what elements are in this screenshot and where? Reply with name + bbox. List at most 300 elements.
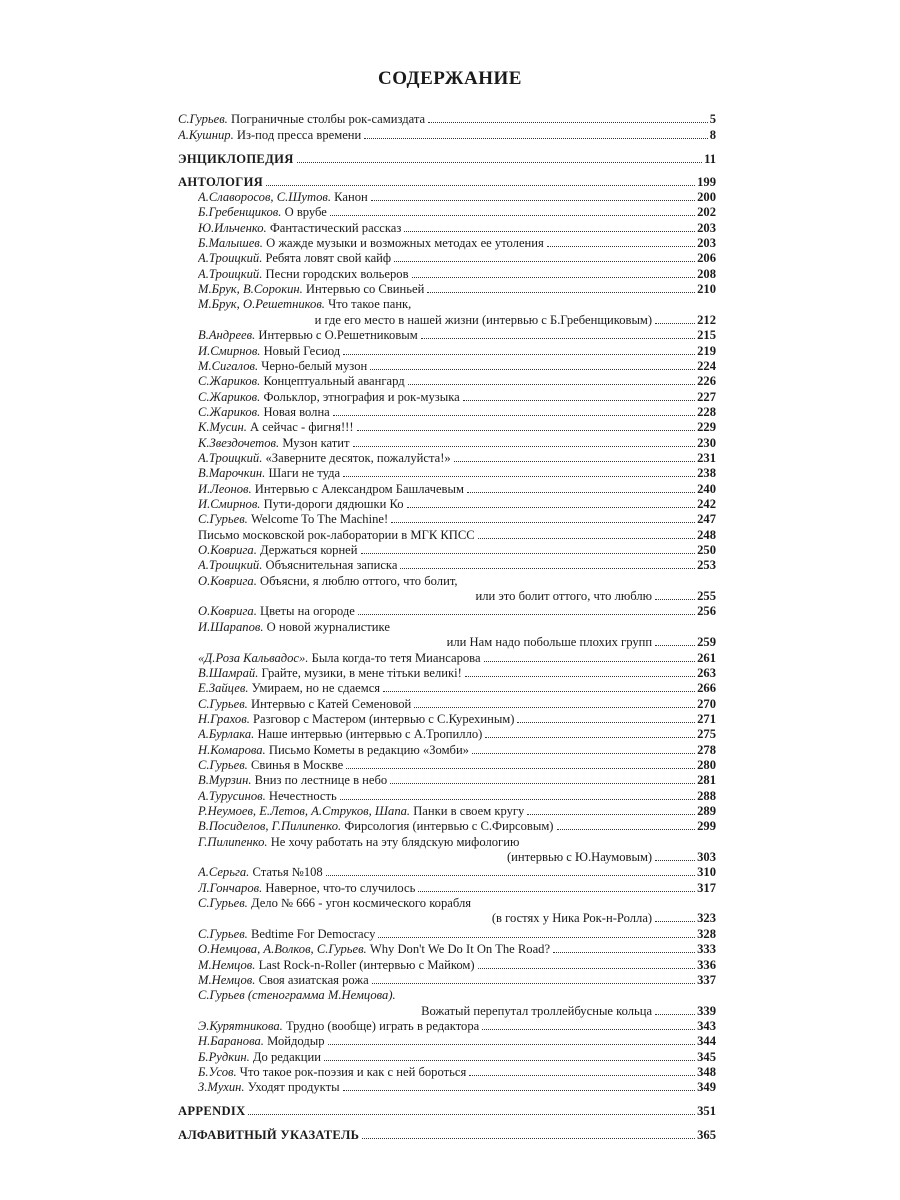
page-number: 11 <box>704 152 716 166</box>
page-number: 5 <box>709 112 716 126</box>
page-number: 248 <box>697 527 716 542</box>
entry-text: Песни городских вольеров <box>262 266 409 281</box>
page-number: 345 <box>697 1049 716 1064</box>
entry-title <box>198 436 350 450</box>
page-number: 240 <box>697 481 716 496</box>
entry-title <box>315 313 653 327</box>
toc-entry <box>198 881 716 895</box>
entry-author: Н.Комарова. <box>198 742 266 757</box>
page-number: 310 <box>697 865 716 880</box>
entry-text: Объясни, я люблю оттого, что болит, <box>256 573 458 588</box>
page-number: 203 <box>697 220 716 235</box>
entry-text: Интервью с Александром Башлачевым <box>251 481 464 496</box>
page-number: 256 <box>697 604 716 619</box>
entry-title <box>198 896 471 910</box>
entry-title <box>198 681 380 695</box>
toc-entry <box>198 205 716 219</box>
entry-text: Мойдодыр <box>263 1034 325 1049</box>
dot-leader <box>394 261 695 262</box>
page-number: 8 <box>709 128 716 142</box>
page-number: 278 <box>697 742 716 757</box>
entry-text: Интервью с Катей Семеновой <box>247 696 412 711</box>
page-number: 261 <box>697 650 716 665</box>
dot-leader <box>427 292 695 293</box>
entry-title <box>198 727 482 741</box>
page-number: 206 <box>697 251 716 266</box>
entry-author: «Д.Роза Кальвадос». <box>198 650 309 665</box>
dot-leader <box>472 753 695 754</box>
entry-title <box>178 128 361 142</box>
entry-text: Музон катит <box>279 435 350 450</box>
entry-title <box>198 267 409 281</box>
entry-text: Держаться корней <box>256 543 358 558</box>
page-number: 349 <box>697 1080 716 1095</box>
entry-text: и где его место в нашей жизни (интервью с Б.Гребенщиковым) <box>314 312 653 327</box>
entry-author: С.Гурьев. <box>198 696 248 711</box>
page-number: 208 <box>697 266 716 281</box>
toc-entry <box>198 190 716 204</box>
entry-title <box>475 589 652 603</box>
dot-leader <box>248 1114 695 1115</box>
entry-author: В.Марочкин. <box>198 466 266 481</box>
entry-text: Пути-дороги дядюшки Ко <box>260 497 404 511</box>
entry-title <box>198 666 462 680</box>
entry-text: Статья №108 <box>249 865 323 880</box>
page-title: СОДЕРЖАНИЕ <box>378 68 522 89</box>
entry-text: Панки в своем кругу <box>410 804 525 818</box>
entry-author: И.Смирнов. <box>198 497 261 511</box>
entry-title <box>178 1128 359 1142</box>
page-number: 271 <box>697 711 716 726</box>
dot-leader <box>391 522 695 523</box>
toc-entry <box>198 267 716 281</box>
toc-section <box>178 1128 716 1142</box>
entry-author: В.Андреев. <box>198 328 256 343</box>
entry-text: Цветы на огороде <box>256 604 355 619</box>
entry-author: А.Бурлака. <box>198 727 255 742</box>
dot-leader <box>414 707 695 708</box>
entry-author: И.Смирнов. <box>198 343 261 358</box>
entry-text: Что такое рок-поэзия и как с ней бороться <box>236 1064 467 1079</box>
dot-leader <box>353 446 696 447</box>
entry-title <box>198 236 544 250</box>
entry-author: Э.Курятникова. <box>198 1018 283 1033</box>
dot-leader <box>412 277 696 278</box>
toc-entry <box>198 743 716 757</box>
page-number: 365 <box>697 1128 716 1143</box>
entry-text: Bedtime For Democracy <box>247 926 376 941</box>
dot-leader <box>383 691 695 692</box>
entry-author: Е.Зайцев. <box>198 681 249 696</box>
toc-entry <box>198 359 716 373</box>
entry-title <box>198 390 460 404</box>
toc-entry <box>198 482 716 496</box>
entry-title <box>198 1065 466 1079</box>
entry-text: APPENDIX <box>178 1104 246 1119</box>
entry-text: Ребята ловят свой кайф <box>262 251 392 266</box>
toc-entry <box>198 1050 716 1064</box>
entry-title <box>198 205 327 219</box>
entry-text: Наверное, что-то случилось <box>262 880 416 895</box>
page-number: 253 <box>697 558 716 573</box>
dot-leader <box>328 1044 696 1045</box>
entry-text: АЛФАВИТНЫЙ УКАЗАТЕЛЬ <box>178 1128 360 1143</box>
entry-text: Фольклор, этнография и рок-музыка <box>260 389 460 404</box>
toc-entry <box>198 697 716 711</box>
entry-author: Б.Усов. <box>198 1064 237 1079</box>
entry-author: Р.Неумоев, Е.Летов, А.Струков, Шапа. <box>198 804 411 818</box>
entry-title <box>198 835 519 849</box>
dot-leader <box>467 492 695 493</box>
entry-title <box>198 988 396 1002</box>
dot-leader <box>362 1138 695 1139</box>
page-number: 348 <box>697 1064 716 1079</box>
entry-title <box>198 712 514 726</box>
entry-text: Умираем, но не сдаемся <box>248 681 381 696</box>
entry-title <box>198 1034 325 1048</box>
entry-author: А.Троицкий. <box>198 450 263 465</box>
toc-entry <box>198 282 716 296</box>
toc-entry <box>198 420 716 434</box>
dot-leader <box>343 1090 696 1091</box>
entry-text: Пограничные столбы рок-самиздата <box>227 112 426 126</box>
toc-entry <box>198 390 716 404</box>
dot-leader <box>655 599 695 600</box>
entry-title <box>178 175 263 189</box>
entry-author: Б.Рудкин. <box>198 1049 250 1064</box>
toc-entry <box>198 528 716 542</box>
dot-leader <box>655 1014 695 1015</box>
entry-title <box>198 374 405 388</box>
entry-text: Объяснительная записка <box>262 558 398 573</box>
entry-title <box>198 497 404 511</box>
toc-entry <box>198 758 716 772</box>
entry-author: Н.Грахов. <box>198 711 250 726</box>
toc-entry <box>198 589 716 603</box>
entry-text: или это болит оттого, что люблю <box>475 589 653 604</box>
toc-entry <box>198 497 716 511</box>
entry-author: К.Звездочетов. <box>198 435 280 450</box>
entry-title <box>198 927 375 941</box>
dot-leader <box>297 162 703 163</box>
toc-entry <box>198 1004 716 1018</box>
entry-text: Канон <box>331 190 368 204</box>
dot-leader <box>454 461 695 462</box>
entry-text: Что такое панк, <box>324 297 412 312</box>
entry-author: Л.Гончаров. <box>198 880 263 895</box>
toc-entry <box>178 128 716 142</box>
entry-author: В.Мурзин. <box>198 773 252 788</box>
entry-title <box>198 528 475 542</box>
entry-text: Фантастический рассказ <box>266 220 402 235</box>
page-number: 228 <box>697 404 716 419</box>
dot-leader <box>553 952 695 953</box>
dot-leader <box>478 538 695 539</box>
entry-title <box>198 958 475 972</box>
entry-author: М.Брук, О.Решетников. <box>198 297 325 312</box>
entry-text: Вожатый перепутал троллейбусные кольца <box>421 1003 653 1018</box>
toc-section <box>178 175 716 189</box>
entry-title <box>198 344 340 358</box>
page-number: 333 <box>697 942 716 957</box>
entry-title <box>198 620 390 634</box>
dot-leader <box>655 921 695 922</box>
toc-entry <box>198 328 716 342</box>
toc-entry <box>198 620 716 634</box>
toc-entry <box>198 405 716 419</box>
entry-text: До редакции <box>249 1049 322 1064</box>
entry-title <box>198 282 424 296</box>
entry-text: Нечестность <box>265 788 337 803</box>
entry-text: Письмо московской рок-лаборатории в МГК КПСС <box>198 527 475 542</box>
entry-author: З.Мухин. <box>198 1080 245 1095</box>
entry-text: Уходят продукты <box>244 1080 340 1095</box>
entry-title <box>492 911 652 925</box>
entry-title <box>198 558 397 572</box>
entry-title <box>198 482 464 496</box>
entry-author: Г.Пилипенко. <box>198 834 268 849</box>
page-number: 266 <box>697 681 716 696</box>
entry-author: С.Гурьев. <box>198 757 248 772</box>
entry-text: А сейчас - фигня!!! <box>246 420 354 435</box>
entry-text: Фирсология (интервью с С.Фирсовым) <box>341 819 554 834</box>
entry-text: Черно-белый музон <box>258 358 368 373</box>
dot-leader <box>547 246 695 247</box>
page-number: 231 <box>697 450 716 465</box>
page-number: 210 <box>697 282 716 297</box>
entry-text: Шаги не туда <box>265 466 341 481</box>
entry-author: И.Шарапов. <box>198 619 264 634</box>
page-number: 259 <box>697 635 716 650</box>
dot-leader <box>469 1075 695 1076</box>
page-number: 250 <box>697 543 716 558</box>
toc-entry <box>198 1034 716 1048</box>
dot-leader <box>371 200 695 201</box>
toc-entry <box>198 543 716 557</box>
dot-leader <box>346 768 695 769</box>
entry-text: Наше интервью (интервью с А.Тропилло) <box>254 727 483 742</box>
entry-title <box>198 420 354 434</box>
entry-text: (в гостях у Ника Рок-н-Ролла) <box>491 911 653 926</box>
dot-leader <box>358 614 695 615</box>
toc-entry <box>198 666 716 680</box>
page-number: 230 <box>697 435 716 450</box>
entry-title <box>198 804 524 818</box>
toc-section <box>178 1104 716 1118</box>
entry-title <box>198 604 355 618</box>
entry-title <box>178 152 294 166</box>
toc-entry <box>198 789 716 803</box>
entry-text: «Заверните десяток, пожалуйста!» <box>262 450 451 465</box>
dot-leader <box>484 661 696 662</box>
page-number: 215 <box>697 328 716 343</box>
dot-leader <box>330 215 695 216</box>
entry-author: М.Немцов. <box>198 972 256 987</box>
entry-text: или Нам надо побольше плохих групп <box>446 635 653 650</box>
entry-text: (интервью с Ю.Наумовым) <box>506 850 653 865</box>
entry-text: Грайте, музики, в мене тiтьки великi! <box>258 665 462 680</box>
entry-text: Трудно (вообще) играть в редактора <box>282 1018 480 1033</box>
entry-title <box>198 251 391 265</box>
entry-author: Н.Баранова. <box>198 1034 264 1049</box>
entry-title <box>198 789 337 803</box>
entry-text: АНТОЛОГИЯ <box>178 175 264 189</box>
dot-leader <box>370 369 695 370</box>
entry-text: Last Rock-n-Roller (интервью с Майком) <box>255 957 475 972</box>
toc-entry <box>198 911 716 925</box>
entry-title <box>198 697 411 711</box>
entry-author: А.Славоросов, С.Шутов. <box>198 190 331 204</box>
entry-title <box>507 850 652 864</box>
toc-entry <box>198 297 716 311</box>
page-number: 270 <box>697 696 716 711</box>
dot-leader <box>343 476 695 477</box>
page-number: 299 <box>697 819 716 834</box>
dot-leader <box>557 829 696 830</box>
entry-author: С.Жариков. <box>198 404 261 419</box>
toc-entry <box>198 835 716 849</box>
entry-text: Welcome To The Machine! <box>247 512 389 527</box>
page-number: 202 <box>697 205 716 220</box>
entry-title <box>198 819 554 833</box>
entry-author: М.Сигалов. <box>198 358 259 373</box>
entry-text: Концептуальный авангард <box>260 374 405 389</box>
page-number: 203 <box>697 236 716 251</box>
entry-title <box>178 1104 245 1118</box>
entry-text: Свинья в Москве <box>247 757 344 772</box>
dot-leader <box>408 384 695 385</box>
entry-author: С.Гурьев. <box>198 926 248 941</box>
dot-leader <box>340 799 695 800</box>
page-number: 199 <box>697 175 716 189</box>
toc-entry <box>198 819 716 833</box>
page-number: 343 <box>697 1018 716 1033</box>
dot-leader <box>372 983 695 984</box>
entry-author: Б.Малышев. <box>198 236 263 251</box>
entry-author: Ю.Ильченко. <box>198 220 267 235</box>
page-number: 275 <box>697 727 716 742</box>
toc-entry <box>198 850 716 864</box>
toc-entry <box>198 436 716 450</box>
entry-author: И.Леонов. <box>198 481 252 496</box>
entry-text: Why Don't We Do It On The Road? <box>366 942 551 957</box>
entry-title <box>198 221 401 235</box>
entry-author: А.Троицкий. <box>198 266 263 281</box>
entry-author: В.Посиделов, Г.Пилипенко. <box>198 819 342 834</box>
toc-entry <box>198 865 716 879</box>
page-number: 351 <box>697 1104 716 1119</box>
entry-author: О.Немцова, А.Волков, С.Гурьев. <box>198 942 367 957</box>
entry-title <box>198 773 387 787</box>
entry-author: А.Серьга. <box>198 865 250 880</box>
entry-title <box>198 512 388 526</box>
dot-leader <box>378 937 695 938</box>
entry-author: С.Гурьев (стенограмма М.Немцова). <box>198 988 396 1003</box>
entry-title <box>198 1050 321 1064</box>
dot-leader <box>482 1029 695 1030</box>
dot-leader <box>343 354 695 355</box>
toc-entry <box>198 988 716 1002</box>
toc-entry <box>198 466 716 480</box>
entry-author: А.Троицкий. <box>198 558 263 573</box>
page-number: 336 <box>697 957 716 972</box>
toc-entry <box>198 927 716 941</box>
page-number: 247 <box>697 512 716 527</box>
toc-entry <box>198 374 716 388</box>
entry-title <box>198 466 340 480</box>
entry-title <box>198 190 368 204</box>
dot-leader <box>655 860 695 861</box>
entry-title <box>198 574 458 588</box>
entry-title <box>198 451 451 465</box>
entry-text: Была когда-то тетя Миансарова <box>308 650 481 665</box>
entry-title <box>421 1004 652 1018</box>
dot-leader <box>418 891 695 892</box>
toc-entry <box>198 896 716 910</box>
entry-author: Б.Гребенщиков. <box>198 205 282 220</box>
entry-author: О.Коврига. <box>198 573 257 588</box>
entry-author: С.Жариков. <box>198 389 261 404</box>
page-number: 229 <box>697 420 716 435</box>
dot-leader <box>333 415 695 416</box>
page-number: 219 <box>697 343 716 358</box>
entry-text: Письмо Кометы в редакцию «Зомби» <box>265 742 469 757</box>
entry-title <box>198 651 481 665</box>
toc-section <box>178 152 716 166</box>
page-number: 317 <box>697 880 716 895</box>
dot-leader <box>421 338 695 339</box>
toc-entry <box>198 313 716 327</box>
toc-entry <box>198 1080 716 1094</box>
toc-entry <box>198 773 716 787</box>
dot-leader <box>357 430 696 431</box>
entry-author: А.Турусинов. <box>198 788 266 803</box>
entry-author: О.Коврига. <box>198 543 257 558</box>
entry-author: В.Шамрай. <box>198 665 259 680</box>
toc-entry <box>198 574 716 588</box>
entry-title <box>198 973 369 987</box>
entry-title <box>198 865 323 879</box>
toc-entry <box>198 681 716 695</box>
entry-text: Не хочу работать на эту блядскую мифологию <box>267 834 520 849</box>
entry-author: С.Жариков. <box>198 374 261 389</box>
page-number: 339 <box>697 1003 716 1018</box>
page-number: 289 <box>697 804 716 818</box>
page-number: 323 <box>697 911 716 926</box>
toc-entry <box>198 973 716 987</box>
dot-leader <box>527 814 695 815</box>
entry-title <box>198 1019 479 1033</box>
page-number: 255 <box>697 589 716 604</box>
toc-entry <box>198 635 716 649</box>
dot-leader <box>465 676 695 677</box>
dot-leader <box>326 875 695 876</box>
page-number: 303 <box>697 850 716 865</box>
entry-title <box>198 758 343 772</box>
toc-entry <box>198 1019 716 1033</box>
entry-author: М.Немцов. <box>198 957 256 972</box>
dot-leader <box>390 783 695 784</box>
toc-entry <box>198 1065 716 1079</box>
entry-author: С.Гурьев. <box>178 112 228 126</box>
entry-author: А.Кушнир. <box>178 128 234 142</box>
dot-leader <box>478 968 696 969</box>
page-number: 328 <box>697 926 716 941</box>
page-number: 288 <box>697 788 716 803</box>
entry-title <box>198 405 330 419</box>
toc-entry <box>198 558 716 572</box>
entry-title <box>198 297 411 311</box>
